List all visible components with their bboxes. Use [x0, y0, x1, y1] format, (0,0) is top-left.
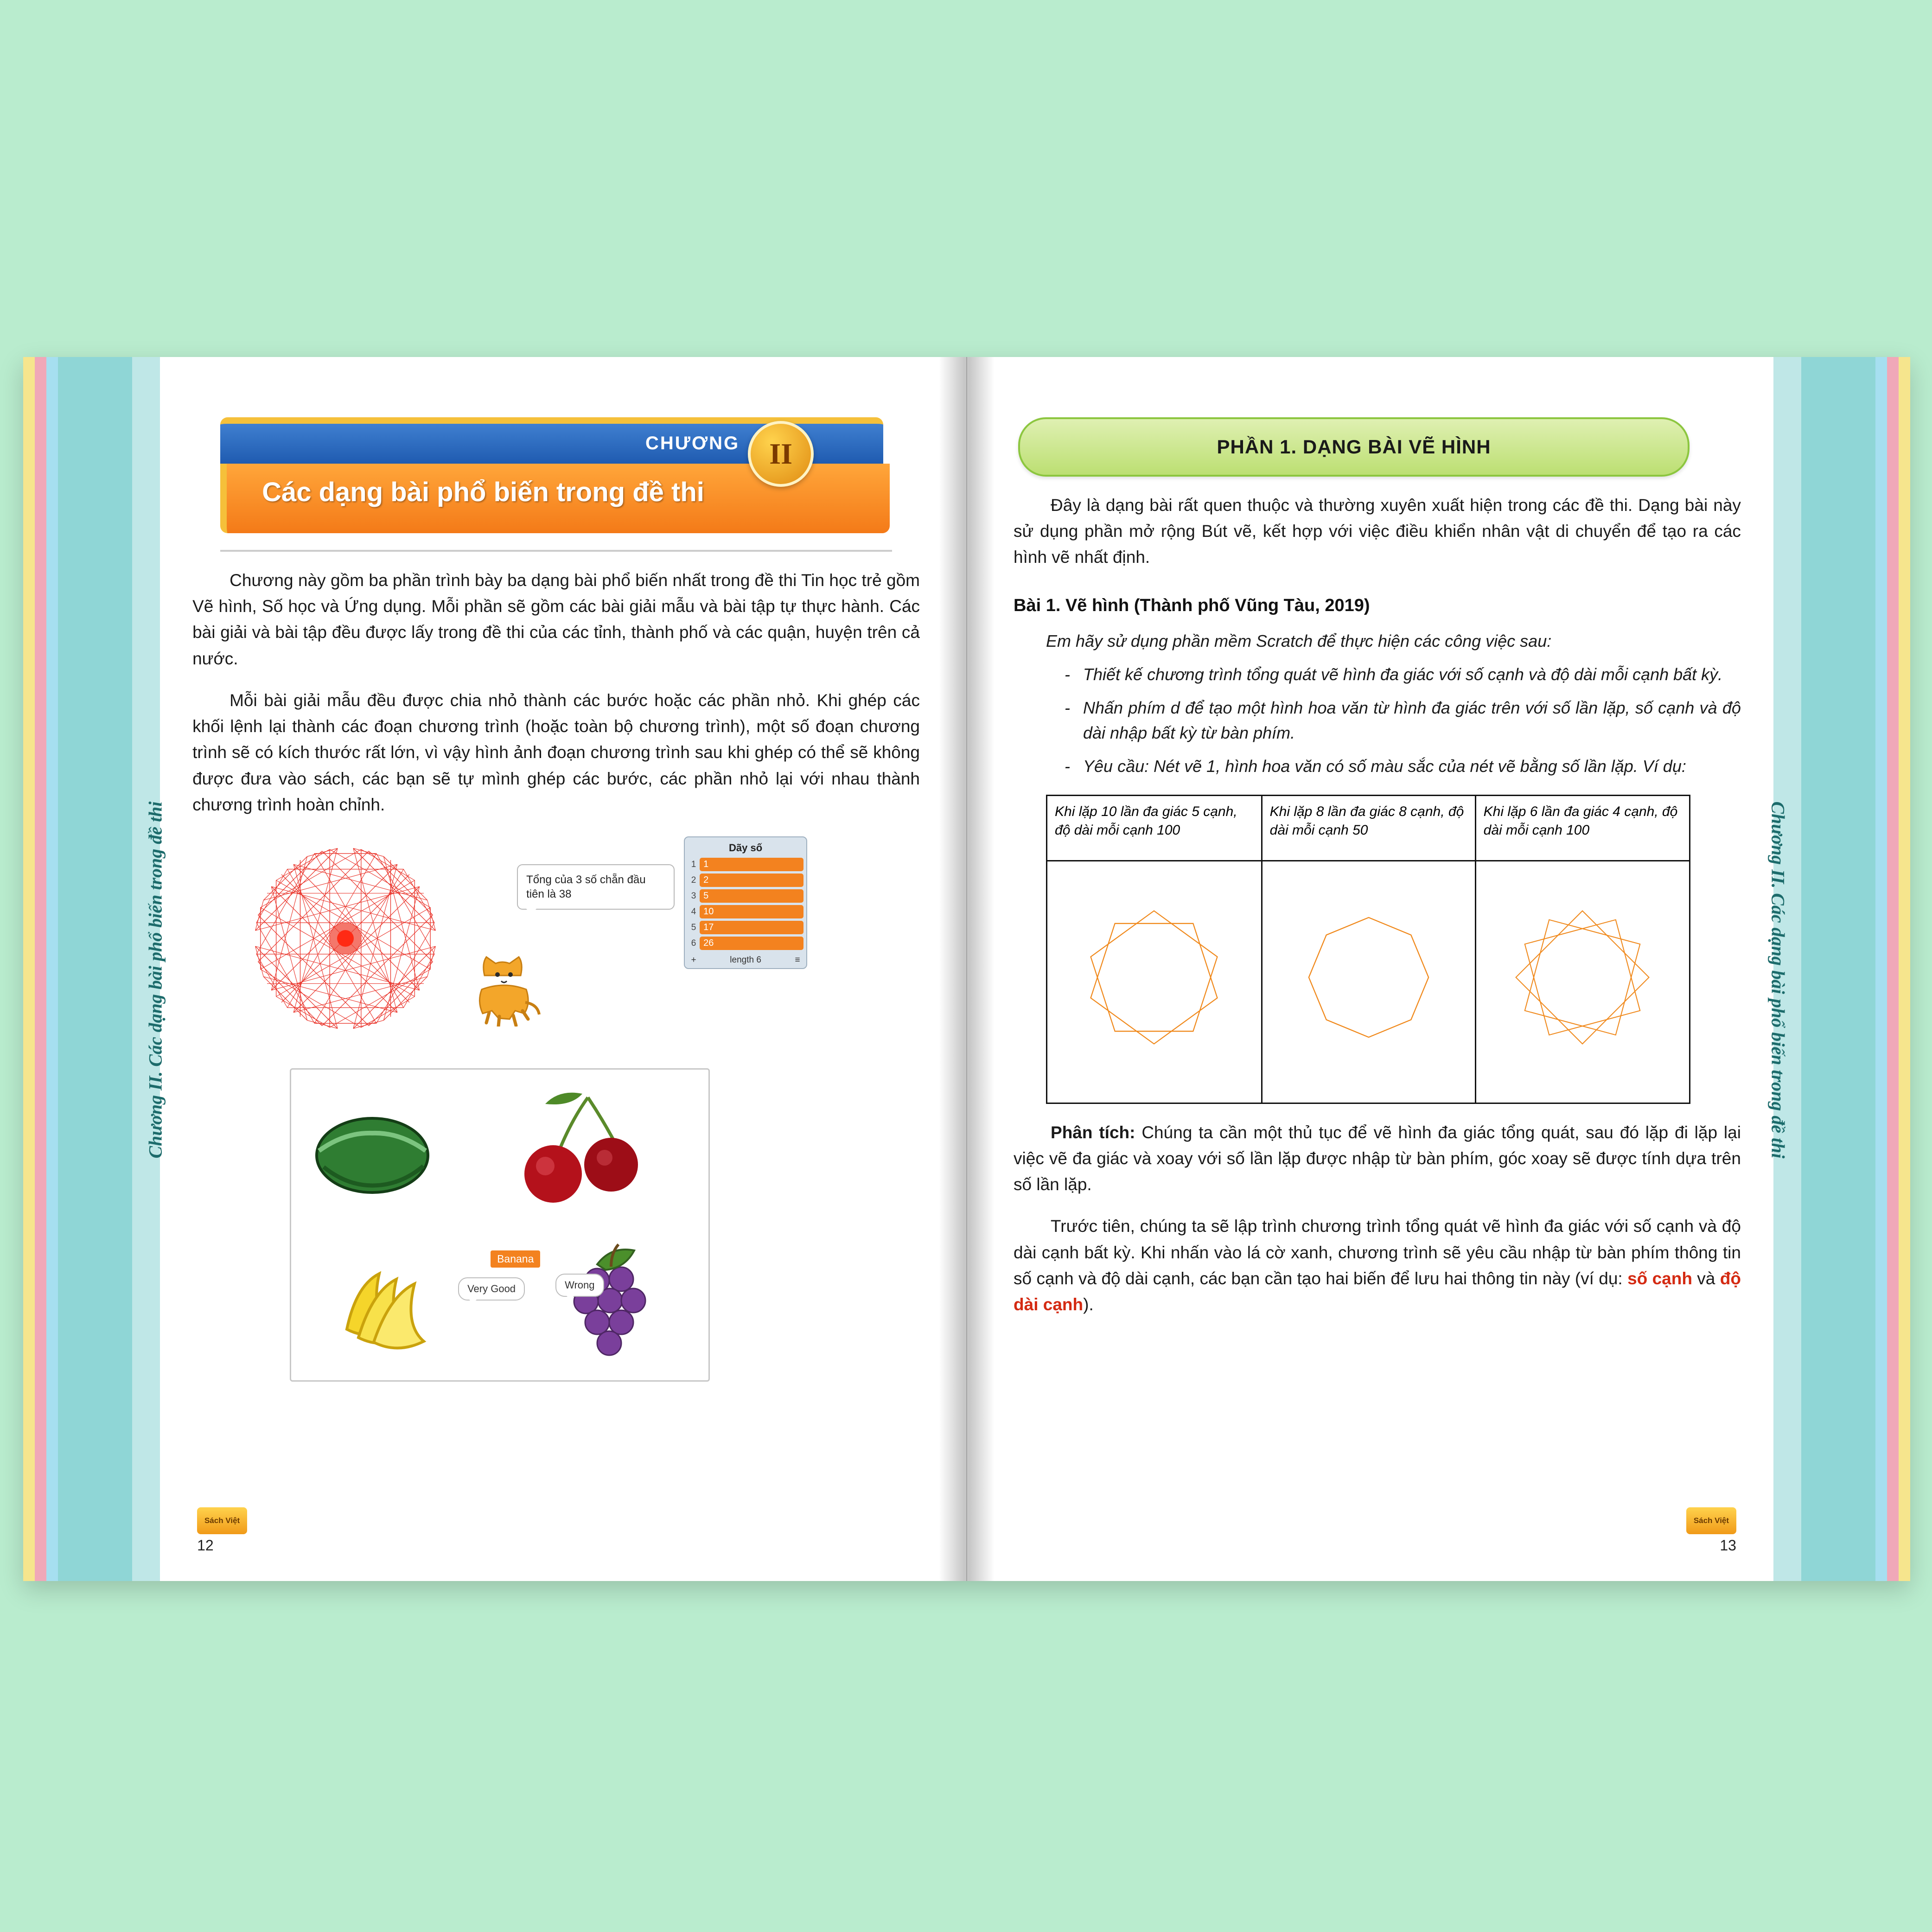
example-figure-table: [1046, 795, 1690, 1104]
list-monitor-row: [688, 937, 803, 950]
chapter-number-badge: II: [748, 421, 814, 487]
right-footer: [1686, 1507, 1736, 1554]
cat-speech-bubble: Tổng của 3 số chẵn đầu tiên là 38: [517, 864, 675, 910]
polygon-pattern-6x4: [1480, 861, 1684, 1093]
list-row-index: 4: [691, 906, 696, 917]
figure-cell-1: [1047, 861, 1262, 1103]
sprite-tag-banana: Banana: [491, 1250, 540, 1268]
left-page-content: [192, 417, 920, 1525]
list-monitor-row: [688, 889, 803, 903]
figure-table-image-row: [1047, 861, 1690, 1103]
list-row-index: 3: [691, 891, 696, 901]
scratch-cat-sprite: [471, 948, 545, 1027]
list-row-value[interactable]: 17: [700, 921, 803, 934]
book-edge-pink: [35, 357, 46, 1581]
exercise-item: - Yêu cầu: Nét vẽ 1, hình hoa văn có số màu sắc của nét vẽ bằng số lần lặp. Ví dụ:: [1065, 754, 1741, 779]
left-page-number: 12: [197, 1537, 214, 1554]
chapter-divider: [220, 550, 892, 552]
fruit-stage: [290, 1068, 710, 1382]
left-paragraph-2: Mỗi bài giải mẫu đều được chia nhỏ thành các bước hoặc các phần nhỏ. Khi ghép các khối lệnh lại thành các đoạn chương trình (hoặc toàn bộ chương trình), một số đoạn chương trình sẽ có kích thước rất lớn, vì vậy hình ảnh đoạn chương trình sau khi ghép có thể sẽ không được đưa vào sách, các bạn sẽ tự mình ghép các bước, các phần nhỏ lại với nhau thành chương trình hoàn chỉnh.: [192, 690, 920, 814]
book-edge-blue-right: [1875, 357, 1887, 1581]
program-text-end: ).: [1083, 1295, 1094, 1314]
right-running-title: Chương II. Các dạng bài phổ biến trong đề thi: [1767, 801, 1789, 1159]
exercise-list: [1065, 662, 1741, 779]
resize-grip-icon[interactable]: ≡: [795, 955, 800, 965]
chapter-title: Các dạng bài phổ biến trong đề thi: [262, 477, 704, 507]
left-paragraph-1: Chương này gồm ba phần trình bày ba dạng bài phổ biến nhất trong đề thi Tin học trẻ gồm Vẽ hình, Số học và Ứng dụng. Mỗi phần sẽ gồm các bài giải mẫu và bài tập tự thực hành. Các bài giải và bài tập đều được lấy trong đề thi của các tỉnh, thành phố và các quận, huyện trên cả nước.: [192, 571, 920, 668]
section-banner: [1018, 417, 1690, 477]
list-row-index: 5: [691, 922, 696, 932]
book-edge-yellow-right: [1899, 357, 1910, 1581]
list-row-index: 2: [691, 875, 696, 885]
publisher-logo: Sách Việt: [1686, 1507, 1736, 1534]
polygon-pattern-10x5: [1052, 861, 1256, 1093]
right-intro-text: Đây là dạng bài rất quen thuộc và thường xuyên xuất hiện trong các đề thi. Dạng bài này sử dụng phần mở rộng Bút vẽ, kết hợp với việc điều khiển nhân vật di chuyển để tạo ra các hình vẽ nhất định.: [1014, 496, 1741, 567]
figure-table-header-row: [1047, 795, 1690, 861]
exercise-title: Bài 1. Vẽ hình (Thành phố Vũng Tàu, 2019): [1014, 595, 1370, 615]
figure-cell-2: [1262, 861, 1475, 1103]
left-page: [58, 357, 967, 1581]
figure-caption-3: Khi lặp 6 lần đa giác 4 cạnh, độ dài mỗi cạnh 100: [1475, 795, 1690, 861]
bubble-very-good: Very Good: [458, 1277, 525, 1301]
right-page-number: 13: [1720, 1537, 1736, 1554]
section-banner-label: PHẦN 1. DẠNG BÀI VẼ HÌNH: [1217, 436, 1491, 458]
list-row-value[interactable]: 10: [700, 905, 803, 918]
left-running-title: Chương II. Các dạng bài phổ biến trong đề thi: [145, 801, 166, 1159]
right-side-band: [1801, 357, 1875, 1581]
book-edge-blue: [46, 357, 58, 1581]
fruit-stage-graphics: [291, 1070, 708, 1380]
spirograph-illustration: [248, 841, 443, 1036]
analysis-label: Phân tích:: [1051, 1122, 1135, 1142]
list-row-index: 1: [691, 859, 696, 869]
list-monitor-row: [688, 858, 803, 871]
left-side-band: [58, 357, 132, 1581]
list-monitor-footer: [688, 952, 803, 965]
list-row-index: 6: [691, 938, 696, 948]
right-intro-paragraph: [1014, 492, 1741, 571]
analysis-paragraph: [1014, 1120, 1741, 1198]
exercise-item: - Nhấn phím d để tạo một hình hoa văn từ hình đa giác trên với số lần lặp, số cạnh và độ dài nhập bất kỳ từ bàn phím.: [1065, 695, 1741, 746]
publisher-logo: Sách Việt: [197, 1507, 247, 1534]
spread: [23, 357, 1910, 1581]
list-monitor-row: [688, 874, 803, 887]
right-page-content: [1014, 417, 1741, 1525]
figure-row: [192, 836, 920, 1050]
list-length-label: length 6: [730, 955, 761, 965]
figure-caption-1: Khi lặp 10 lần đa giác 5 cạnh, độ dài mỗi cạnh 100: [1047, 795, 1262, 861]
list-row-value[interactable]: 5: [700, 889, 803, 903]
bubble-wrong: Wrong: [555, 1274, 604, 1297]
polygon-pattern-8x8: [1267, 861, 1471, 1093]
figure-caption-2: Khi lặp 8 lần đa giác 8 cạnh, độ dài mỗi cạnh 50: [1262, 795, 1475, 861]
variable-name-1: số cạnh: [1627, 1269, 1692, 1288]
list-row-value[interactable]: 2: [700, 874, 803, 887]
program-text-a: Trước tiên, chúng ta sẽ lập trình chương trình tổng quát vẽ hình đa giác với số cạnh và độ dài cạnh bất kỳ. Khi nhấn vào lá cờ xanh, chương trình sẽ yêu cầu nhập từ bàn phím thông tin số cạnh và độ dài cạnh, các bạn cần tạo hai biến để lưu hai thông tin này (ví dụ:: [1014, 1217, 1741, 1288]
book-edge-pink-right: [1887, 357, 1899, 1581]
list-add-icon[interactable]: +: [691, 955, 696, 965]
book-spread: [23, 357, 1910, 1581]
chapter-banner: [220, 417, 883, 538]
book-edge-yellow: [23, 357, 35, 1581]
program-paragraph: [1014, 1213, 1741, 1318]
list-monitor-row: [688, 905, 803, 918]
variable-name-2: độ dài cạnh: [1014, 1269, 1741, 1314]
right-page: [967, 357, 1875, 1581]
left-footer: [197, 1507, 247, 1554]
exercise-lead: Em hãy sử dụng phần mềm Scratch để thực hiện các công việc sau:: [1046, 631, 1552, 650]
list-monitor-title: Dãy số: [729, 842, 763, 854]
chapter-label: CHƯƠNG: [645, 433, 740, 453]
exercise-item: - Thiết kế chương trình tổng quát vẽ hình đa giác với số cạnh và độ dài mỗi cạnh bất kỳ.: [1065, 662, 1741, 687]
figure-cell-3: [1475, 861, 1690, 1103]
list-monitor-row: [688, 921, 803, 934]
program-text-mid: và: [1692, 1269, 1720, 1288]
analysis-text: Chúng ta cần một thủ tục để vẽ hình đa giác tổng quát, sau đó lặp đi lặp lại việc vẽ đa giác và xoay với số lần lặp được nhập từ bàn phím, góc xoay sẽ được tính dựa trên số lần lặp.: [1014, 1122, 1741, 1194]
list-row-value[interactable]: 1: [700, 858, 803, 871]
list-monitor: [684, 836, 807, 969]
list-row-value[interactable]: 26: [700, 937, 803, 950]
